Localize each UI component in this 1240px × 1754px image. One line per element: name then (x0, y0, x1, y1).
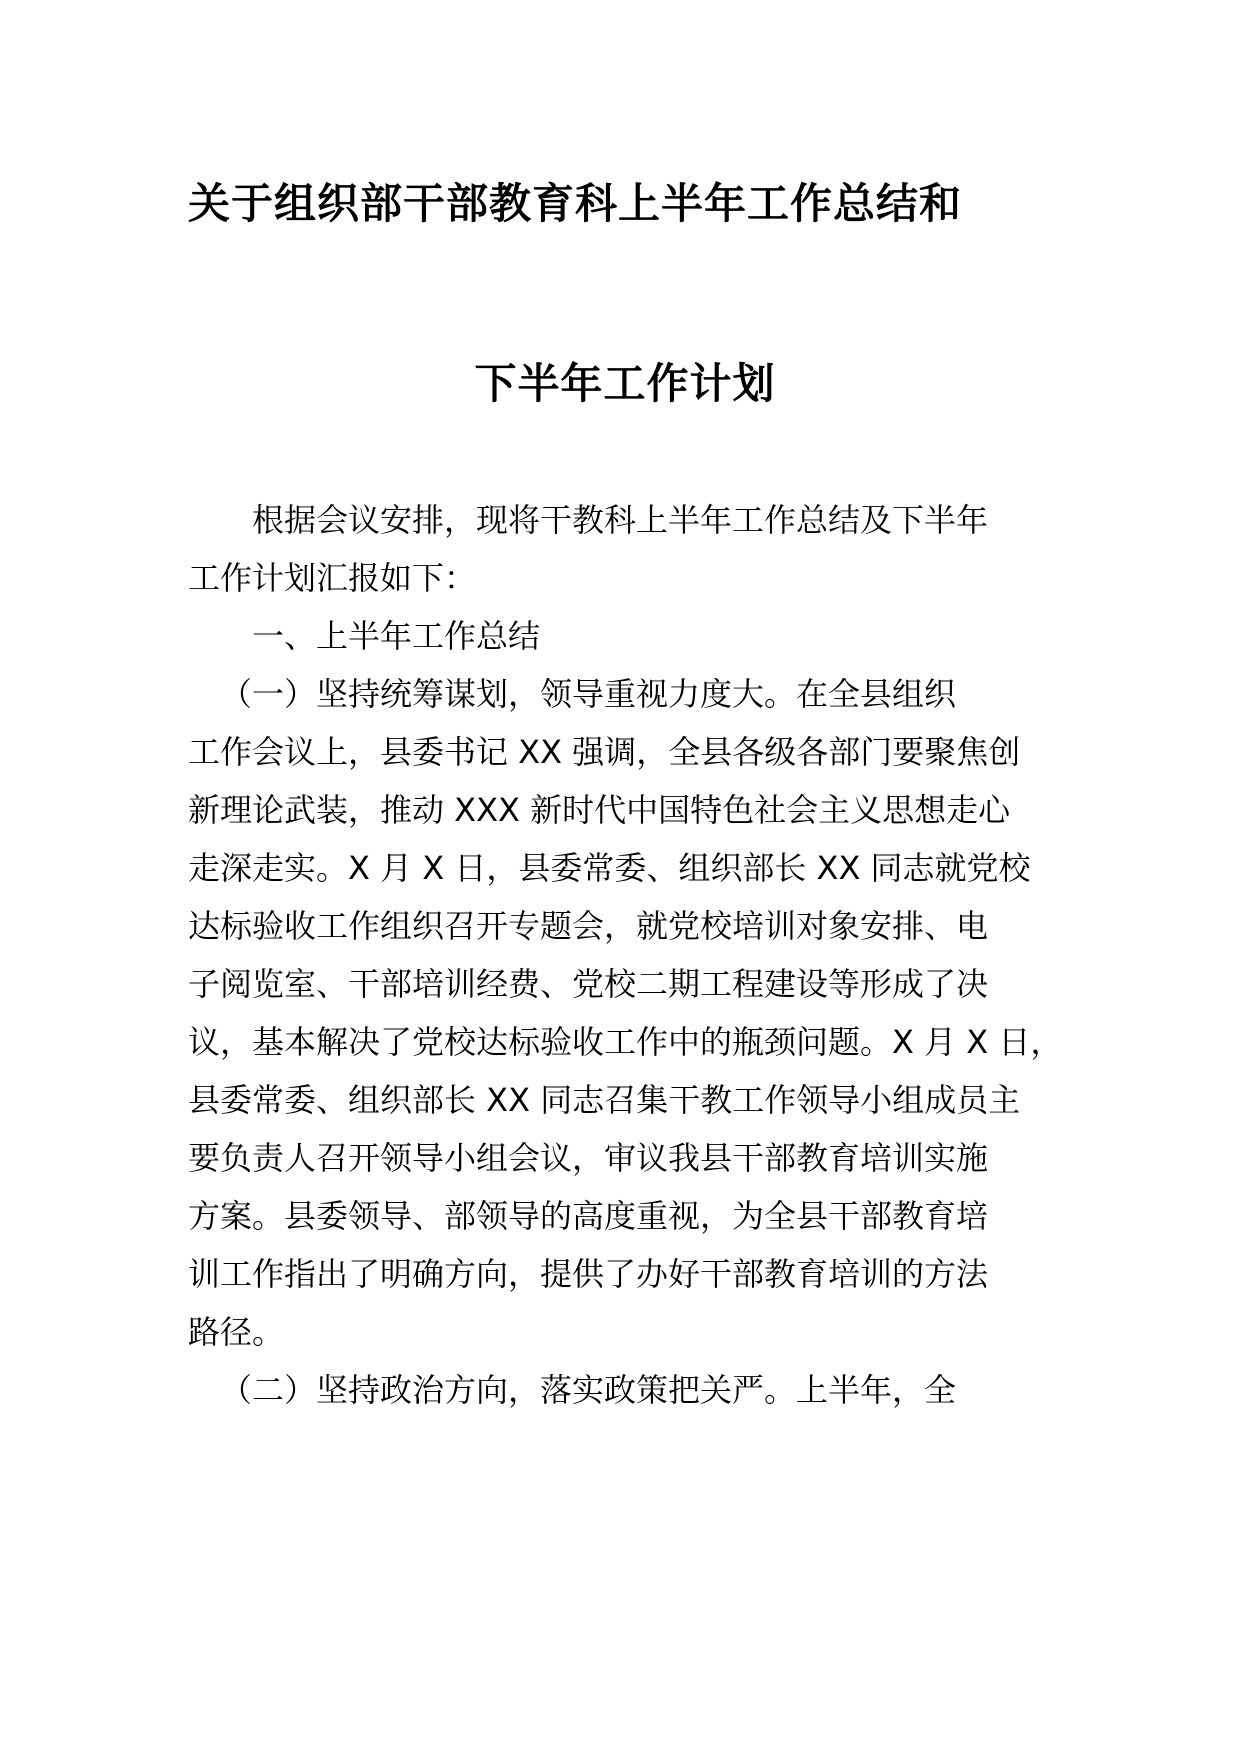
paragraph-1-line-10: 方案。县委领导、部领导的高度重视，为全县干部教育培 (188, 1197, 989, 1235)
paragraph-1-line-1: （一）坚持统筹谋划，领导重视力度大。在全县组织 (220, 675, 957, 713)
paragraph-1-line-4: 走深走实。X 月 X 日，县委常委、组织部长 XX 同志就党校 (188, 849, 1031, 887)
paragraph-1-line-7: 议，基本解决了党校达标验收工作中的瓶颈问题。X 月 X 日， (188, 1023, 1063, 1061)
document-title-line-2: 下半年工作计划 (474, 359, 776, 408)
paragraph-1-line-3: 新理论武装，推动 XXX 新时代中国特色社会主义思想走心 (188, 791, 1011, 829)
section-heading-1: 一、上半年工作总结 (252, 617, 541, 655)
paragraph-1-line-9: 要负责人召开领导小组会议，审议我县干部教育培训实施 (188, 1139, 989, 1177)
paragraph-intro-line-2: 工作计划汇报如下： (188, 559, 477, 597)
paragraph-1-line-11: 训工作指出了明确方向，提供了办好干部教育培训的方法 (188, 1255, 989, 1293)
paragraph-1-line-12: 路径。 (188, 1313, 285, 1351)
paragraph-2-line-1: （二）坚持政治方向，落实政策把关严。上半年，全 (220, 1371, 957, 1409)
paragraph-intro-line-1: 根据会议安排，现将干教科上半年工作总结及下半年 (252, 501, 989, 539)
paragraph-1-line-2: 工作会议上，县委书记 XX 强调，全县各级各部门要聚焦创 (188, 733, 1021, 771)
paragraph-1-line-8: 县委常委、组织部长 XX 同志召集干教工作领导小组成员主 (188, 1081, 1021, 1119)
document-title-line-1: 关于组织部干部教育科上半年工作总结和 (187, 179, 962, 228)
paragraph-1-line-6: 子阅览室、干部培训经费、党校二期工程建设等形成了决 (188, 965, 989, 1003)
paragraph-1-line-5: 达标验收工作组织召开专题会，就党校培训对象安排、电 (188, 907, 989, 945)
